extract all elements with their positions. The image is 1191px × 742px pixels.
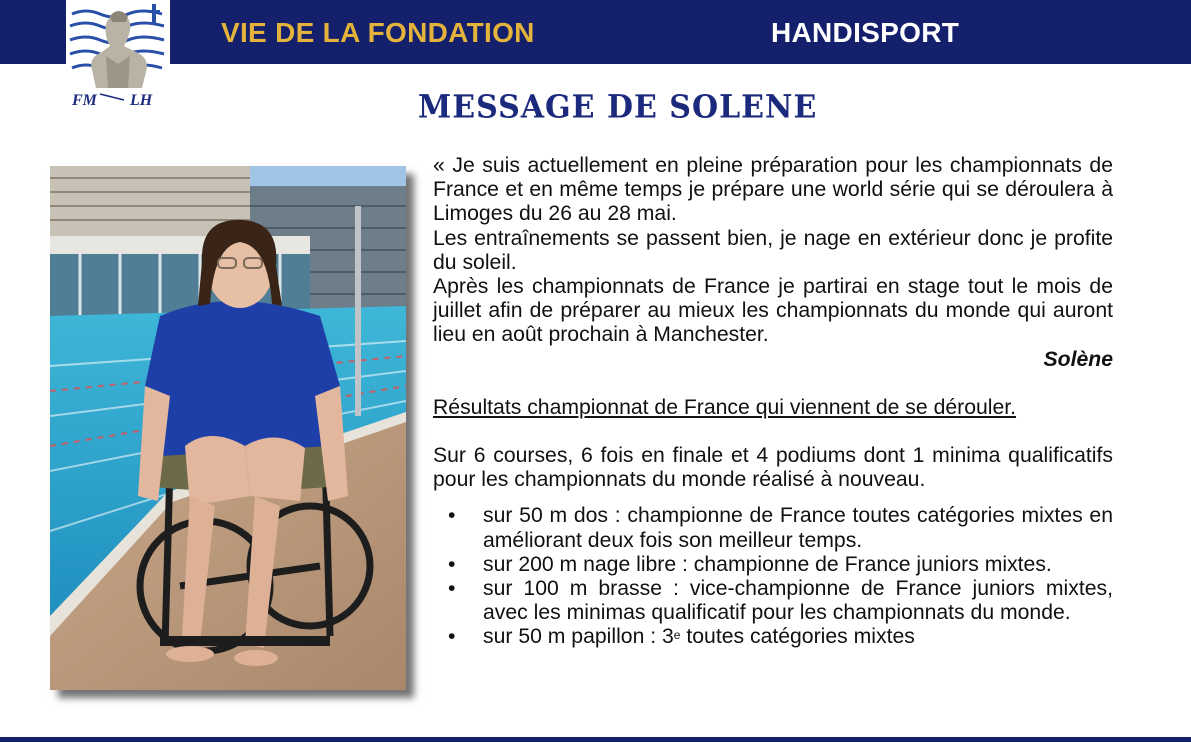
article-title: MESSAGE DE SOLENE bbox=[418, 89, 818, 126]
list-item bbox=[483, 625, 1113, 649]
logo-emblem-icon bbox=[66, 0, 170, 92]
photo-illustration bbox=[50, 166, 406, 690]
foundation-logo bbox=[66, 0, 170, 112]
logo-initials-right: LH bbox=[130, 92, 153, 109]
result-text-prefix: sur 50 m papillon : 3 bbox=[483, 625, 674, 649]
article-paragraph: Les entraînements se passent bien, je nage en extérieur donc je profite du soleil. bbox=[433, 226, 1113, 274]
article-paragraph: Après les championnats de France je partirai en stage tout le mois de juillet afin de préparer au mieux les championnats du monde qui auront lieu en août prochain à Manchester. bbox=[433, 275, 1113, 347]
list-item: • sur 200 m nage libre : championne de France juniors mixtes. bbox=[483, 553, 1113, 577]
athlete-photo bbox=[50, 166, 406, 690]
category-label: HANDISPORT bbox=[771, 17, 960, 48]
logo-initials-left: FM bbox=[72, 92, 97, 109]
results-heading: Résultats championnat de France qui viennent de se dérouler. bbox=[433, 395, 1017, 419]
results-intro: Sur 6 courses, 6 fois en finale et 4 podiums dont 1 minima qualificatifs pour les championnats du monde réalisé à nouveau. bbox=[433, 444, 1113, 492]
section-label: VIE DE LA FONDATION bbox=[221, 17, 535, 48]
logo-initials bbox=[66, 88, 170, 110]
article-paragraph: « Je suis actuellement en pleine préparation pour les championnats de France et en même temps je prépare une world série qui se déroulera à Limoges du 26 au 28 mai. bbox=[433, 154, 1113, 226]
signature: Solène bbox=[1043, 347, 1113, 371]
result-text-suffix: toutes catégories mixtes bbox=[680, 625, 915, 649]
footer-bar bbox=[0, 737, 1191, 742]
article-body bbox=[433, 154, 1113, 650]
results-list bbox=[433, 504, 1113, 649]
header-bar bbox=[0, 0, 1191, 64]
list-item: • sur 100 m brasse : vice-championne de France juniors mixtes, avec les minimas qualificatif pour les championnats du monde. bbox=[483, 577, 1113, 625]
list-item: • sur 50 m dos : championne de France toutes catégories mixtes en améliorant deux fois son meilleur temps. bbox=[483, 504, 1113, 552]
ordinal-suffix: e bbox=[673, 628, 681, 643]
